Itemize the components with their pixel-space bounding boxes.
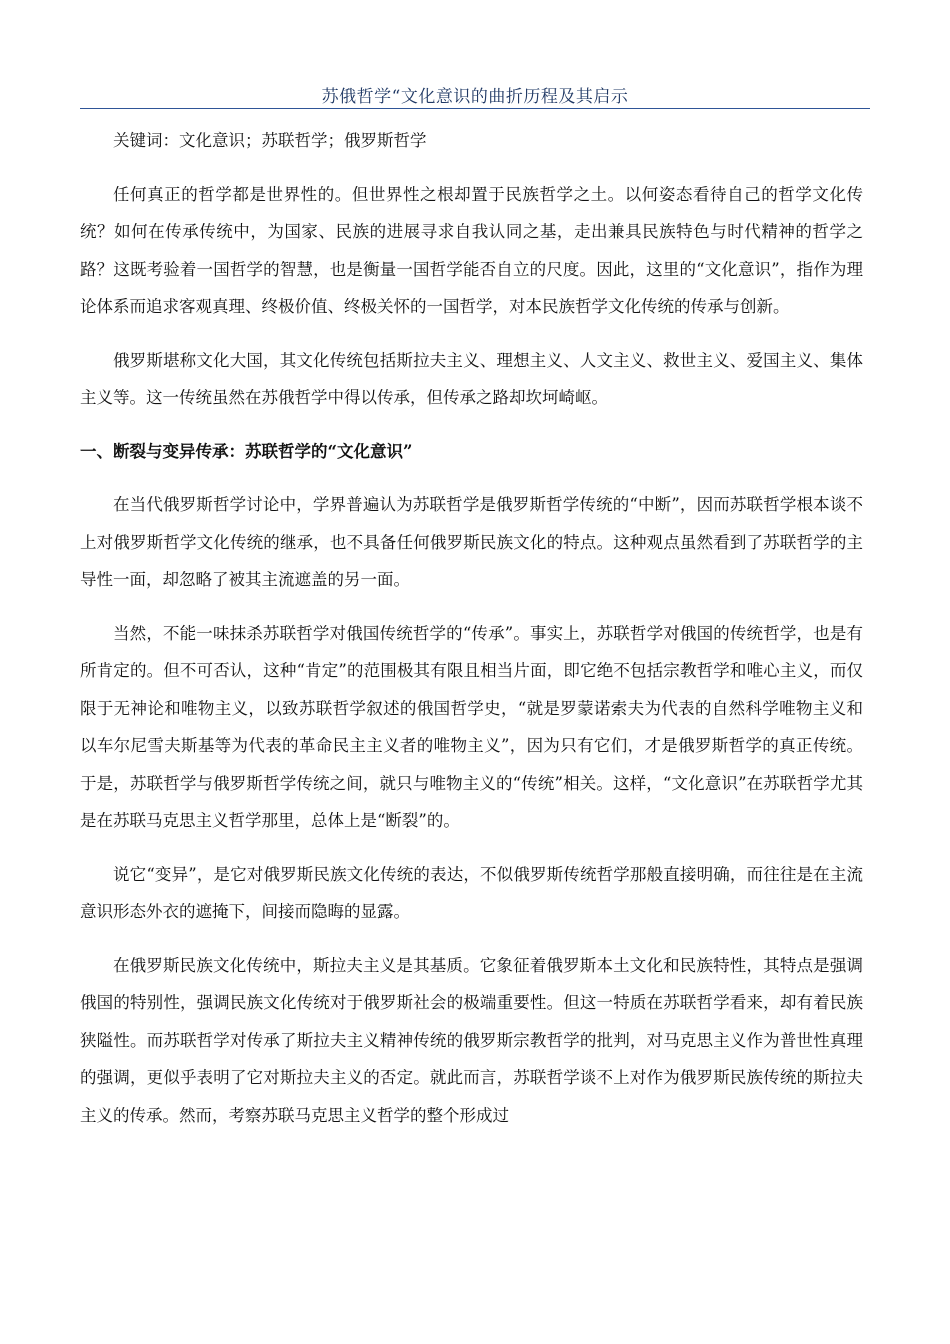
keywords-line: 关键词：文化意识；苏联哲学；俄罗斯哲学 [113, 131, 427, 150]
section-heading-1: 一、断裂与变异传承：苏联哲学的“文化意识” [80, 441, 413, 461]
paragraph-slavophilism: 在俄罗斯民族文化传统中，斯拉夫主义是其基质。它象征着俄罗斯本土文化和民族特性，其特点是强调俄国的特别性，强调民族文化传统对于俄罗斯社会的极端重要性。但这一特质在苏联哲学看来，却有着民族狭隘性。而苏联哲学对传承了斯拉夫主义精神传统的俄罗斯宗教哲学的批判，对马克思主义作为普世性真理的强调，更似乎表明了它对斯拉夫主义的否定。就此而言，苏联哲学谈不上对作为俄罗斯民族传统的斯拉夫主义的传承。然而，考察苏联马克思主义哲学的整个形成过 [80, 955, 863, 1125]
paragraph-russian-culture: 俄罗斯堪称文化大国，其文化传统包括斯拉夫主义、理想主义、人文主义、救世主义、爱国主义、集体主义等。这一传统虽然在苏俄哲学中得以传承，但传承之路却坎坷崎岖。 [80, 350, 863, 407]
document-body [80, 122, 863, 1134]
header-divider [80, 108, 870, 109]
paragraph-variation: 说它“变异”，是它对俄罗斯民族文化传统的表达，不似俄罗斯传统哲学那般直接明确，而往往是在主流意识形态外衣的遮掩下，间接而隐晦的显露。 [80, 864, 863, 921]
paragraph-inheritance: 当然，不能一味抹杀苏联哲学对俄国传统哲学的“传承”。事实上，苏联哲学对俄国的传统哲学，也是有所肯定的。但不可否认，这种“肯定”的范围极其有限且相当片面，即它绝不包括宗教哲学和唯心主义，而仅限于无神论和唯物主义，以致苏联哲学叙述的俄国哲学史，“就是罗蒙诺索夫为代表的自然科学唯物主义和以车尔尼雪夫斯基等为代表的革命民主主义者的唯物主义”，因为只有它们，才是俄罗斯哲学的真正传统。于是，苏联哲学与俄罗斯哲学传统之间，就只与唯物主义的“传统”相关。这样，“文化意识”在苏联哲学尤其是在苏联马克思主义哲学那里，总体上是“断裂”的。 [80, 623, 863, 830]
page-header-title: 苏俄哲学“文化意识的曲折历程及其启示 [321, 87, 629, 107]
paragraph-interruption: 在当代俄罗斯哲学讨论中，学界普遍认为苏联哲学是俄罗斯哲学传统的“中断”，因而苏联哲学根本谈不上对俄罗斯哲学文化传统的继承，也不具备任何俄罗斯民族文化的特点。这种观点虽然看到了苏联哲学的主导性一面，却忽略了被其主流遮盖的另一面。 [80, 495, 863, 589]
paragraph-intro: 任何真正的哲学都是世界性的。但世界性之根却置于民族哲学之土。以何姿态看待自己的哲学文化传统？如何在传承传统中，为国家、民族的进展寻求自我认同之基，走出兼具民族特色与时代精神的哲学之路？这既考验着一国哲学的智慧，也是衡量一国哲学能否自立的尺度。因此，这里的“文化意识”，指作为理论体系而追求客观真理、终极价值、终极关怀的一国哲学，对本民族哲学文化传统的传承与创新。 [80, 184, 863, 316]
